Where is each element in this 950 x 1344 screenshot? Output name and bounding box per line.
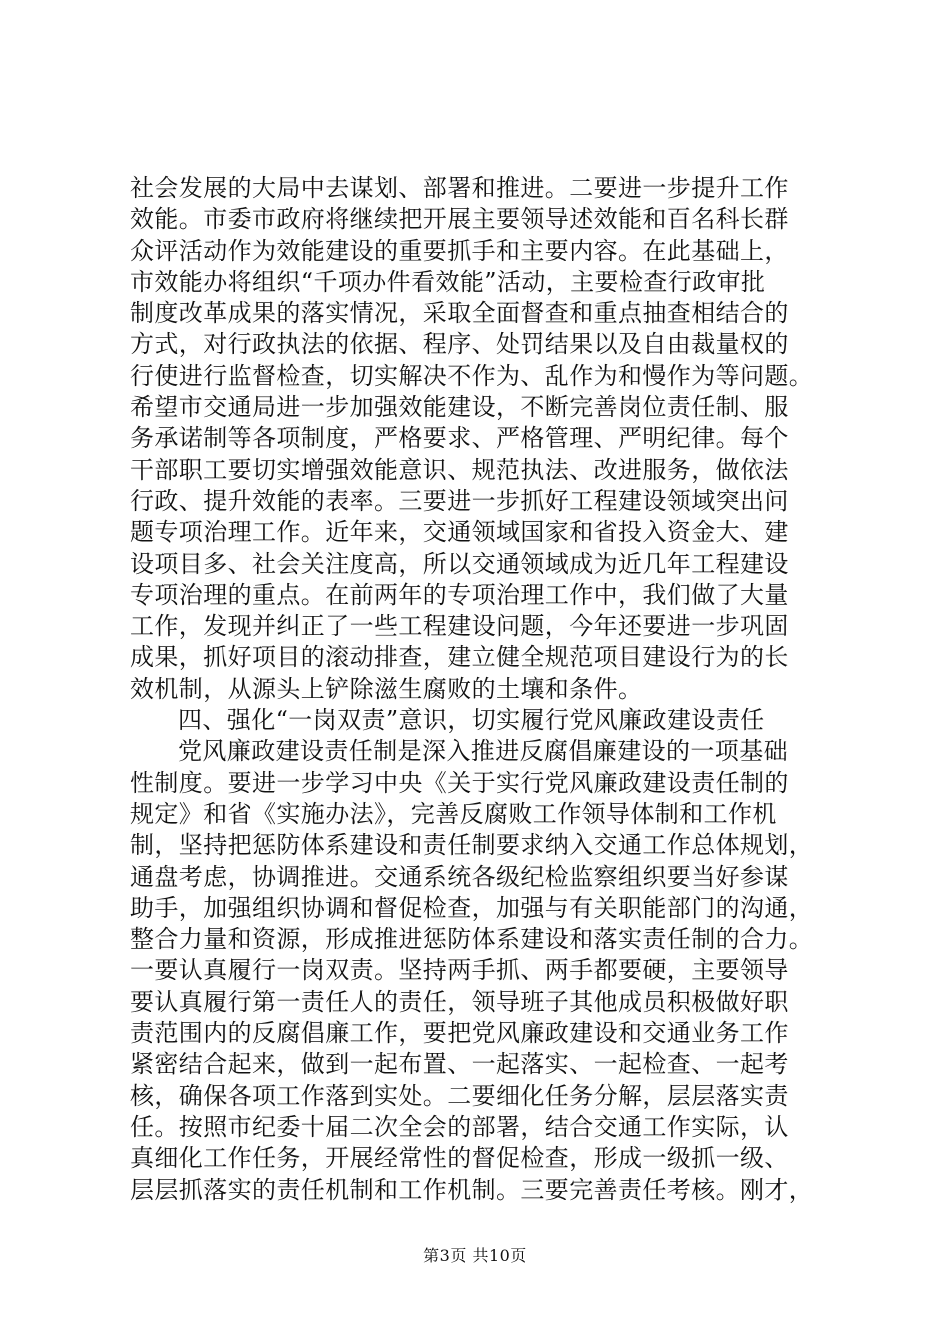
text-line: 一要认真履行一岗双责。坚持两手抓、两手都要硬，主要领导	[130, 956, 789, 985]
text-line: 行使进行监督检查，切实解决不作为、乱作为和慢作为等问题。	[130, 361, 814, 390]
paragraph-start-line: 党风廉政建设责任制是深入推进反腐倡廉建设的一项基础	[178, 737, 788, 766]
document-body	[130, 173, 830, 1206]
text-line: 方式，对行政执法的依据、程序、处罚结果以及自由裁量权的	[130, 330, 789, 359]
text-line: 设项目多、社会关注度高，所以交通领域成为近几年工程建设	[130, 549, 789, 578]
text-line: 市效能办将组织“千项办件看效能”活动，主要检查行政审批	[130, 267, 766, 296]
text-line: 任。按照市纪委十届二次全会的部署，结合交通工作实际，认	[130, 1112, 789, 1141]
text-line: 真细化工作任务，开展经常性的督促检查，形成一级抓一级、	[130, 1144, 789, 1173]
text-line: 助手，加强组织协调和督促检查，加强与有关职能部门的沟通，	[130, 893, 814, 922]
text-line: 紧密结合起来，做到一起布置、一起落实、一起检查、一起考	[130, 1050, 789, 1079]
text-line: 责范围内的反腐倡廉工作，要把党风廉政建设和交通业务工作	[130, 1019, 789, 1048]
text-line: 制，坚持把惩防体系建设和责任制要求纳入交通工作总体规划，	[130, 831, 814, 860]
text-line: 通盘考虑，协调推进。交通系统各级纪检监察组织要当好参谋	[130, 862, 789, 891]
text-line: 社会发展的大局中去谋划、部署和推进。二要进一步提升工作	[130, 174, 789, 202]
section-heading: 四、强化“一岗双责”意识，切实履行党风廉政建设责任	[178, 706, 765, 735]
text-line: 核，确保各项工作落到实处。二要细化任务分解，层层落实责	[130, 1081, 789, 1110]
text-line: 制度改革成果的落实情况，采取全面督查和重点抽查相结合的	[130, 299, 789, 328]
text-line: 效机制，从源头上铲除滋生腐败的土壤和条件。	[130, 674, 643, 703]
text-line: 众评活动作为效能建设的重要抓手和主要内容。在此基础上，	[130, 236, 789, 265]
text-line: 行政、提升效能的表率。三要进一步抓好工程建设领域突出问	[130, 486, 789, 515]
text-line: 规定》和省《实施办法》，完善反腐败工作领导体制和工作机	[130, 799, 777, 828]
text-line: 效能。市委市政府将继续把开展主要领导述效能和百名科长群	[130, 205, 789, 234]
text-line: 务承诺制等各项制度，严格要求、严格管理、严明纪律。每个	[130, 424, 789, 453]
text-line: 整合力量和资源，形成推进惩防体系建设和落实责任制的合力。	[130, 925, 814, 954]
text-line: 要认真履行第一责任人的责任，领导班子其他成员积极做好职	[130, 987, 789, 1016]
text-line: 希望市交通局进一步加强效能建设，不断完善岗位责任制、服	[130, 393, 789, 422]
text-line: 成果，抓好项目的滚动排查，建立健全规范项目建设行为的长	[130, 643, 789, 672]
page-number-label: 第3页 共10页	[423, 1246, 527, 1265]
text-line: 工作，发现并纠正了一些工程建设问题，今年还要进一步巩固	[130, 612, 789, 641]
page-footer	[0, 1243, 950, 1266]
text-line: 干部职工要切实增强效能意识、规范执法、改进服务，做依法	[130, 455, 789, 484]
text-line: 性制度。要进一步学习中央《关于实行党风廉政建设责任制的	[130, 768, 789, 797]
text-line: 题专项治理工作。近年来，交通领域国家和省投入资金大、建	[130, 518, 789, 547]
text-line: 层层抓落实的责任机制和工作机制。三要完善责任考核。刚才，	[130, 1175, 814, 1204]
text-line: 专项治理的重点。在前两年的专项治理工作中，我们做了大量	[130, 580, 789, 609]
